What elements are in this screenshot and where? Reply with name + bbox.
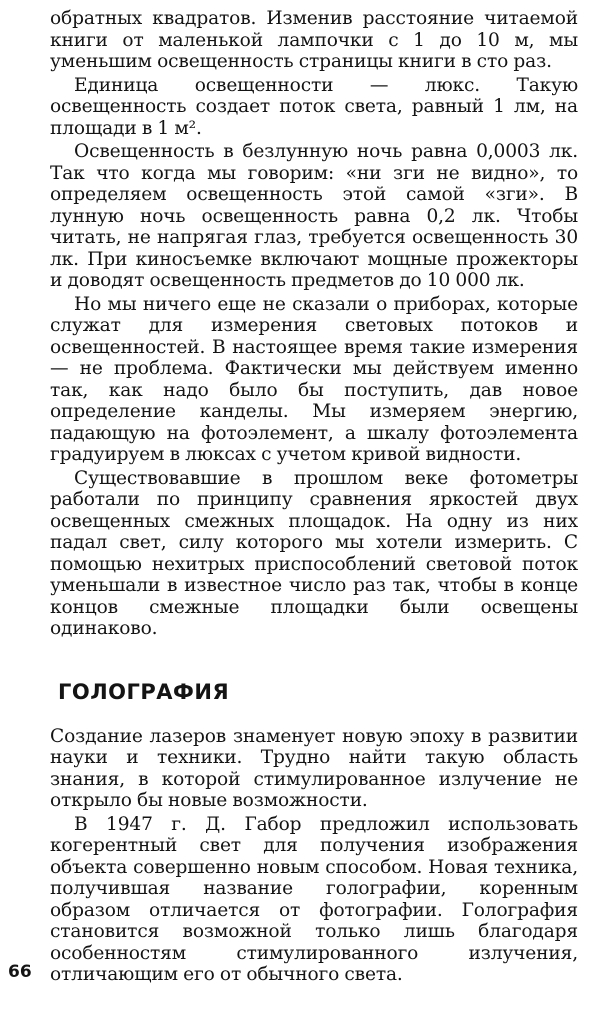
paragraph-lasers-new-era: Создание лазеров знаменует новую эпоху в развитии науки и техники. Трудно найти такую область знания, в которой стимулированное излучение не открыло бы новые возможности. bbox=[50, 725, 578, 811]
paragraph-lux-unit: Единица освещенности — люкс. Такую освещенность создает поток света, равный 1 лм, на площади в 1 м². bbox=[50, 74, 578, 139]
paragraph-illuminance-examples: Освещенность в безлунную ночь равна 0,0003 лк. Так что когда мы говорим: «ни зги не видно», то определяем освещенность этой самой «зги». В лунную ночь освещенность равна 0,2 лк. Чтобы читать, не напрягая глаз, требуется освещенность 30 лк. При киносъемке включают мощные прожекторы и доводят освещенность предметов до 10 000 лк. bbox=[50, 141, 578, 291]
paragraph-measurement-devices: Но мы ничего еще не сказали о приборах, которые служат для измерения световых потоков и освещенностей. В настоящее время такие измерения — не проблема. Фактически мы действуем именно так, как надо было бы поступить, дав новое определение канделы. Мы измеряем энергию, падающую на фотоэлемент, а шкалу фотоэлемента градуируем в люксах с учетом кривой видности. bbox=[50, 293, 578, 465]
book-page bbox=[50, 8, 578, 1008]
section-title-holography: ГОЛОГРАФИЯ bbox=[58, 679, 230, 704]
page-number: 66 bbox=[8, 962, 32, 982]
paragraph-gabor-1947: В 1947 г. Д. Габор предложил использовать когерентный свет для получения изображения объекта совершенно новым способом. Новая техника, получившая название голографии, коренным образом отличается от фотографии. Голография становится возможной только лишь благодаря особенностям стимулированного излучения, отличающим его от обычного света. bbox=[50, 813, 578, 985]
paragraph-inverse-square: обратных квадратов. Изменив расстояние читаемой книги от маленькой лампочки с 1 до 10 м, мы уменьшим освещенность страницы книги в сто раз. bbox=[50, 8, 578, 72]
paragraph-old-photometers: Существовавшие в прошлом веке фотометры работали по принципу сравнения яркостей двух освещенных смежных площадок. На одну из них падал свет, силу которого мы хотели измерить. С помощью нехитрых приспособлений световой поток уменьшали в известное число раз так, чтобы в конце концов смежные площадки были освещены одинаково. bbox=[50, 467, 578, 639]
